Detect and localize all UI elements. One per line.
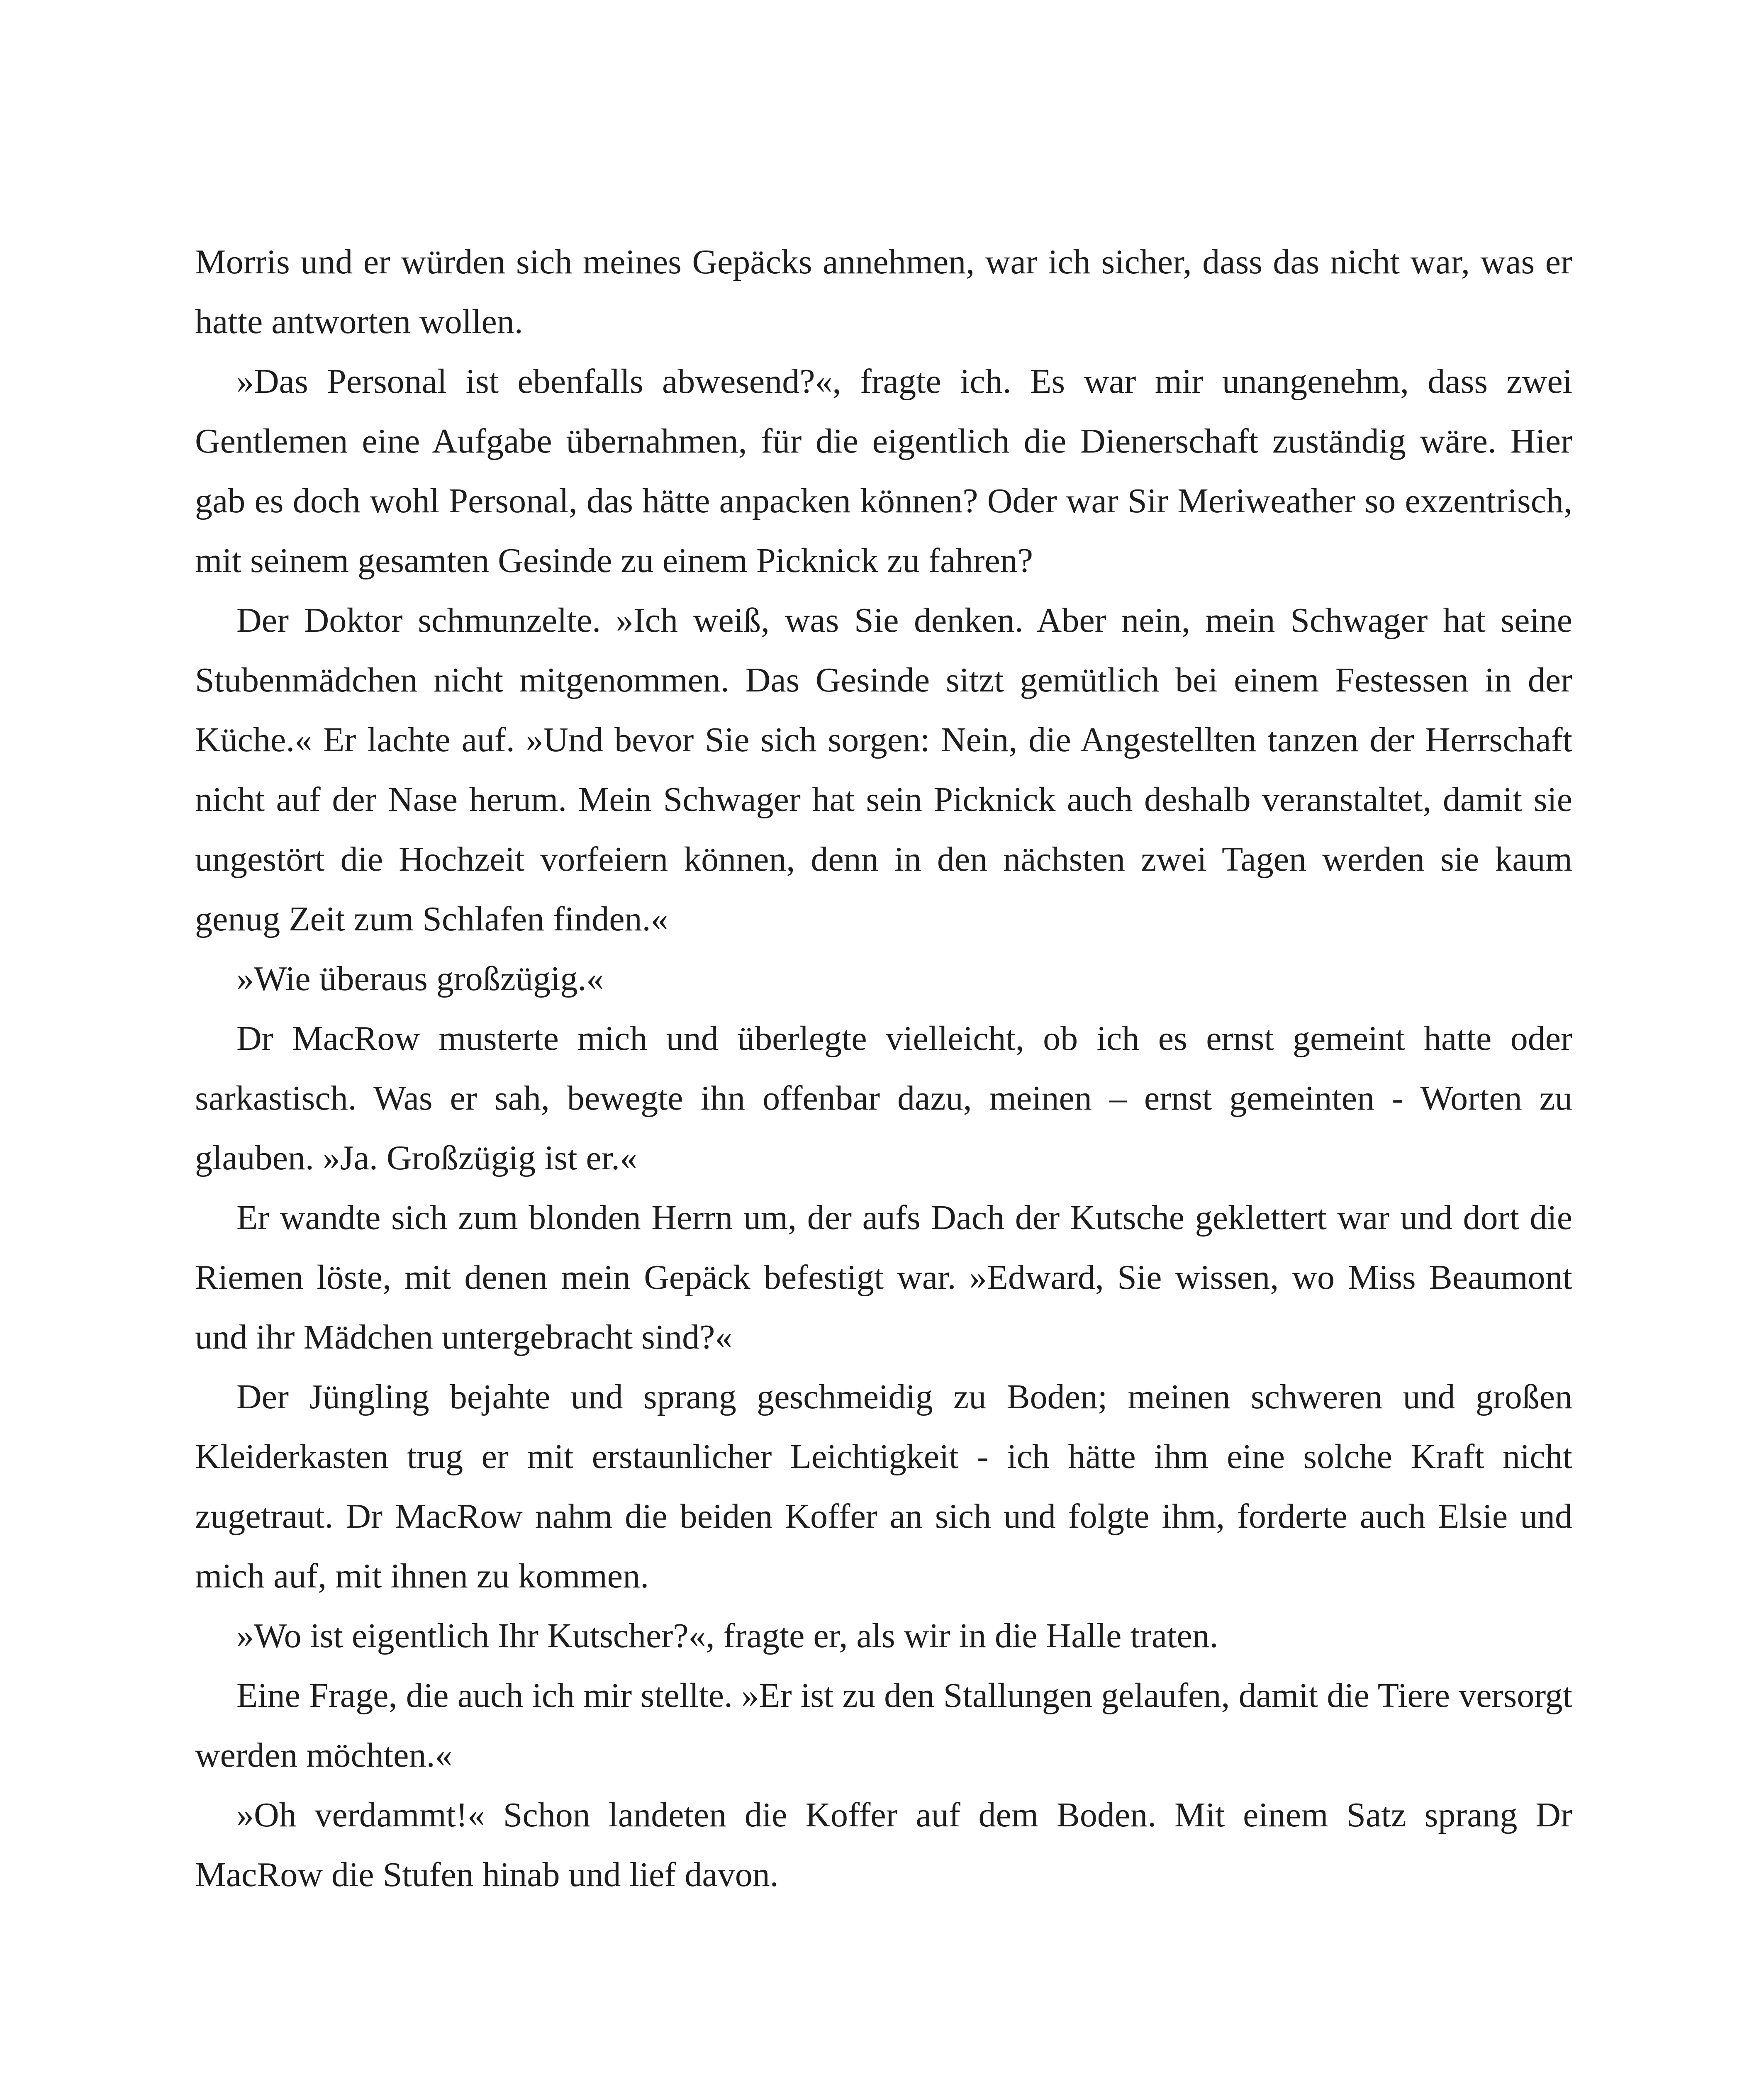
paragraph: Eine Frage, die auch ich mir stellte. »Er ist zu den Stallungen gelaufen, damit die Tiere versorgt werden möchten.« bbox=[195, 1676, 1572, 1775]
paragraph: Der Doktor schmunzelte. »Ich weiß, was Sie denken. Aber nein, mein Schwager hat seine Stubenmädchen nicht mitgenommen. Das Gesinde sitzt gemütlich bei einem Festessen in der Küche.« Er lachte auf. »Und bevor Sie sich sorgen: Nein, die Angestellten tanzen der Herrschaft nicht auf der Nase herum. Mein Schwager hat sein Picknick auch deshalb veranstaltet, damit sie ungestört die Hochzeit vorfeiern können, denn in den nächsten zwei Tagen werden sie kaum genug Zeit zum Schlafen finden.« bbox=[195, 601, 1572, 938]
paragraph: »Oh verdammt!« Schon landeten die Koffer auf dem Boden. Mit einem Satz sprang Dr MacRow die Stufen hinab und lief davon. bbox=[195, 1796, 1572, 1894]
page-body bbox=[195, 232, 1572, 1905]
paragraph: Dr MacRow musterte mich und überlegte vielleicht, ob ich es ernst gemeint hatte oder sarkastisch. Was er sah, bewegte ihn offenbar dazu, meinen – ernst gemeinten - Worten zu glauben. »Ja. Großzügig ist er.« bbox=[195, 1019, 1572, 1177]
paragraph: Morris und er würden sich meines Gepäcks annehmen, war ich sicher, dass das nicht war, was er hatte antworten wollen. bbox=[195, 243, 1572, 341]
paragraph: »Das Personal ist ebenfalls abwesend?«, fragte ich. Es war mir unangenehm, dass zwei Gentlemen eine Aufgabe übernahmen, für die eigentlich die Dienerschaft zuständig wäre. Hier gab es doch wohl Personal, das hätte anpacken können? Oder war Sir Meriweather so exzentrisch, mit seinem gesamten Gesinde zu einem Picknick zu fahren? bbox=[195, 362, 1572, 580]
paragraph: »Wie überaus großzügig.« bbox=[236, 959, 604, 998]
paragraph: »Wo ist eigentlich Ihr Kutscher?«, fragte er, als wir in die Halle traten. bbox=[236, 1616, 1218, 1655]
paragraph: Der Jüngling bejahte und sprang geschmeidig zu Boden; meinen schweren und großen Kleiderkasten trug er mit erstaunlicher Leichtigkeit - ich hätte ihm eine solche Kraft nicht zugetraut. Dr MacRow nahm die beiden Koffer an sich und folgte ihm, forderte auch Elsie und mich auf, mit ihnen zu kommen. bbox=[195, 1378, 1572, 1595]
paragraph: Er wandte sich zum blonden Herrn um, der aufs Dach der Kutsche geklettert war und dort die Riemen löste, mit denen mein Gepäck befestigt war. »Edward, Sie wissen, wo Miss Beaumont und ihr Mädchen untergebracht sind?« bbox=[195, 1198, 1572, 1356]
